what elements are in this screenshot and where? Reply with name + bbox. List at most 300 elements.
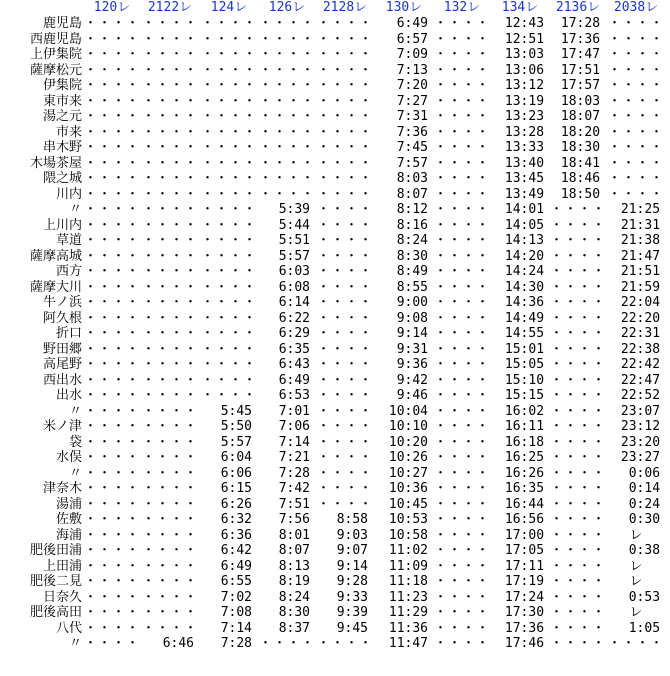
time-cell: 16:56 — [504, 512, 545, 527]
no-stop-cell: ・・・・ — [550, 558, 607, 574]
station-name: 野田郷 — [42, 341, 82, 357]
no-stop-cell: ・・・・ — [608, 155, 665, 171]
time-cell: 6:42 — [220, 543, 253, 558]
no-stop-cell: ・・・・ — [142, 574, 199, 589]
no-stop-cell: ・・・・ — [259, 109, 316, 124]
no-stop-cell: ・・・・ — [608, 186, 665, 202]
time-cell: 9:08 — [396, 310, 429, 326]
time-cell: 17:28 — [560, 16, 601, 31]
no-stop-cell: ・・・・ — [201, 78, 258, 93]
no-stop-cell: ・・・・ — [434, 171, 491, 186]
no-stop-cell: ・・・・ — [434, 496, 491, 512]
no-stop-cell: ・・・・ — [142, 419, 199, 434]
no-stop-cell: ・・・・ — [317, 109, 374, 124]
time-cell: 6:36 — [220, 527, 253, 543]
time-cell: 15:01 — [504, 341, 545, 357]
time-cell: 16:35 — [504, 481, 545, 496]
station-name: 肥後高田 — [29, 605, 82, 620]
no-stop-cell: ・・・・ — [434, 403, 491, 419]
time-cell: 6:32 — [220, 512, 253, 527]
station-name: 八代 — [55, 620, 82, 636]
no-stop-cell: ・・・・ — [317, 47, 374, 62]
no-stop-cell: ・・・・ — [84, 78, 141, 93]
no-stop-cell: ・・・・ — [142, 233, 199, 248]
time-cell: 6:06 — [220, 465, 253, 481]
time-cell: 7:51 — [278, 496, 311, 512]
time-cell: 7:20 — [396, 78, 429, 93]
station-row — [0, 559, 666, 575]
no-stop-cell: ・・・・ — [550, 589, 607, 605]
no-stop-cell: ・・・・ — [84, 16, 141, 31]
no-stop-cell: ・・・・ — [84, 279, 141, 295]
no-stop-cell: ・・・・ — [84, 496, 141, 512]
time-cell: 8:13 — [278, 558, 311, 574]
station-row — [0, 481, 666, 497]
time-cell: 8:55 — [396, 279, 429, 295]
no-stop-cell: ・・・・ — [84, 450, 141, 465]
station-row — [0, 47, 666, 63]
time-cell: 21:51 — [620, 264, 661, 279]
no-stop-cell: ・・・・ — [142, 589, 199, 605]
no-stop-cell: ・・・・ — [608, 62, 665, 78]
time-cell: 8:30 — [278, 605, 311, 620]
time-cell: 8:07 — [396, 186, 429, 202]
no-stop-cell: ・・・・ — [84, 248, 141, 264]
time-cell: 13:49 — [504, 186, 545, 202]
time-cell: 14:20 — [504, 248, 545, 264]
time-cell: 22:04 — [620, 295, 661, 310]
time-cell: 10:20 — [388, 434, 429, 450]
no-stop-cell: ・・・・ — [84, 109, 141, 124]
no-stop-cell: ・・・・ — [142, 543, 199, 558]
time-cell: 17:30 — [504, 605, 545, 620]
no-stop-cell: ・・・・ — [142, 62, 199, 78]
no-stop-cell: ・・・・ — [434, 217, 491, 233]
time-cell: 15:15 — [504, 388, 545, 403]
no-stop-cell: ・・・・ — [259, 31, 316, 47]
no-stop-cell: ・・・・ — [84, 636, 141, 651]
no-stop-cell: ・・・・ — [259, 186, 316, 202]
no-stop-cell: ・・・・ — [550, 434, 607, 450]
time-cell: 14:13 — [504, 233, 545, 248]
time-cell: 6:46 — [162, 636, 195, 651]
time-cell: 10:04 — [388, 403, 429, 419]
no-stop-cell: ・・・・ — [84, 264, 141, 279]
time-cell: 18:20 — [560, 124, 601, 140]
station-name: 牛ノ浜 — [42, 295, 82, 310]
no-stop-cell: ・・・・ — [550, 620, 607, 636]
no-stop-cell: ・・・・ — [434, 109, 491, 124]
no-stop-cell: ・・・・ — [608, 636, 665, 651]
time-cell: 7:28 — [278, 465, 311, 481]
no-stop-cell: ・・・・ — [84, 186, 141, 202]
station-name: 薩摩高城 — [29, 248, 82, 264]
no-stop-cell: ・・・・ — [434, 372, 491, 388]
time-cell: 13:19 — [504, 93, 545, 109]
time-cell: 10:45 — [388, 496, 429, 512]
no-stop-cell: ・・・・ — [142, 186, 199, 202]
time-cell: 7:14 — [220, 620, 253, 636]
time-cell: 17:24 — [504, 589, 545, 605]
no-stop-cell: ・・・・ — [84, 217, 141, 233]
station-row — [0, 435, 666, 451]
station-name: 上川内 — [42, 217, 82, 233]
no-stop-cell: ・・・・ — [201, 248, 258, 264]
no-stop-cell: ・・・・ — [142, 450, 199, 465]
no-stop-cell: ・・・・ — [142, 434, 199, 450]
time-cell: 11:36 — [388, 620, 429, 636]
train-number-header: 2136レ — [555, 0, 601, 16]
station-name: 〃 — [68, 202, 82, 217]
no-stop-cell: ・・・・ — [84, 465, 141, 481]
time-cell: 0:30 — [628, 512, 661, 527]
time-cell: 13:45 — [504, 171, 545, 186]
no-stop-cell: ・・・・ — [550, 465, 607, 481]
time-cell: 8:24 — [278, 589, 311, 605]
station-header-cell — [0, 0, 84, 16]
no-stop-cell: ・・・・ — [434, 248, 491, 264]
time-cell: 18:07 — [560, 109, 601, 124]
no-stop-cell: ・・・・ — [142, 78, 199, 93]
time-cell: 9:14 — [396, 326, 429, 341]
time-cell: 13:23 — [504, 109, 545, 124]
no-stop-cell: ・・・・ — [201, 155, 258, 171]
station-name: 〃 — [68, 465, 82, 481]
no-stop-cell: ・・・・ — [142, 248, 199, 264]
station-row — [0, 156, 666, 172]
time-cell: 16:44 — [504, 496, 545, 512]
no-stop-cell: ・・・・ — [84, 620, 141, 636]
no-stop-cell: ・・・・ — [434, 512, 491, 527]
time-cell: 7:14 — [278, 434, 311, 450]
time-cell: 8:58 — [336, 512, 369, 527]
no-stop-cell: ・・・・ — [84, 93, 141, 109]
time-cell: 22:20 — [620, 310, 661, 326]
station-row — [0, 140, 666, 156]
time-cell: 17:36 — [504, 620, 545, 636]
no-stop-cell: ・・・・ — [608, 78, 665, 93]
no-stop-cell: ・・・・ — [317, 31, 374, 47]
time-cell: 22:42 — [620, 357, 661, 372]
no-stop-cell: ・・・・ — [550, 217, 607, 233]
station-name: 鹿児島 — [42, 16, 82, 31]
no-stop-cell: ・・・・ — [201, 47, 258, 62]
time-cell: 23:12 — [620, 419, 661, 434]
time-cell: 7:13 — [396, 62, 429, 78]
time-cell: 7:21 — [278, 450, 311, 465]
time-cell: 7:08 — [220, 605, 253, 620]
no-stop-cell: ・・・・ — [317, 16, 374, 31]
no-stop-cell: ・・・・ — [201, 310, 258, 326]
time-cell: 6:08 — [278, 279, 311, 295]
no-stop-cell: ・・・・ — [550, 388, 607, 403]
no-stop-cell: ・・・・ — [317, 217, 374, 233]
no-stop-cell: ・・・・ — [434, 450, 491, 465]
station-row — [0, 404, 666, 420]
station-name: 佐敷 — [55, 512, 82, 527]
no-stop-cell: ・・・・ — [317, 62, 374, 78]
time-cell: 9:36 — [396, 357, 429, 372]
station-name: 肥後二見 — [29, 574, 82, 589]
no-stop-cell: ・・・・ — [317, 202, 374, 217]
time-cell: 17:36 — [560, 31, 601, 47]
station-name: 西鹿児島 — [29, 31, 82, 47]
time-cell: 6:14 — [278, 295, 311, 310]
time-cell: 16:02 — [504, 403, 545, 419]
no-stop-cell: ・・・・ — [259, 124, 316, 140]
station-name: 海浦 — [55, 527, 82, 543]
station-row — [0, 78, 666, 94]
no-stop-cell: ・・・・ — [550, 419, 607, 434]
station-name: 市来 — [55, 124, 82, 140]
no-stop-cell: ・・・・ — [142, 155, 199, 171]
station-row — [0, 63, 666, 79]
no-stop-cell: ・・・・ — [259, 155, 316, 171]
time-cell: 22:38 — [620, 341, 661, 357]
no-stop-cell: ・・・・ — [84, 589, 141, 605]
station-name: 折口 — [55, 326, 82, 341]
no-stop-cell: ・・・・ — [434, 279, 491, 295]
no-stop-cell: ・・・・ — [142, 16, 199, 31]
time-cell: 9:28 — [336, 574, 369, 589]
no-stop-cell: ・・・・ — [317, 171, 374, 186]
station-row — [0, 590, 666, 606]
no-stop-cell: ・・・・ — [550, 310, 607, 326]
time-cell: 21:47 — [620, 248, 661, 264]
station-name: 隈之城 — [42, 171, 82, 186]
time-cell: 6:22 — [278, 310, 311, 326]
no-stop-cell: ・・・・ — [142, 326, 199, 341]
time-cell: 8:24 — [396, 233, 429, 248]
time-cell: 15:05 — [504, 357, 545, 372]
station-row — [0, 311, 666, 327]
no-stop-cell: ・・・・ — [84, 574, 141, 589]
no-stop-cell: ・・・・ — [434, 140, 491, 155]
station-name: 肥後田浦 — [29, 543, 82, 558]
no-stop-cell: ・・・・ — [317, 326, 374, 341]
time-cell: 8:30 — [396, 248, 429, 264]
no-stop-cell: ・・・・ — [142, 512, 199, 527]
no-stop-cell: ・・・・ — [317, 357, 374, 372]
time-cell: 6:03 — [278, 264, 311, 279]
time-cell: 7:31 — [396, 109, 429, 124]
time-cell: 7:36 — [396, 124, 429, 140]
no-stop-cell: ・・・・ — [201, 326, 258, 341]
time-cell: 11:47 — [388, 636, 429, 651]
no-stop-cell: ・・・・ — [84, 124, 141, 140]
station-row — [0, 280, 666, 296]
time-cell: 6:29 — [278, 326, 311, 341]
station-row — [0, 125, 666, 141]
no-stop-cell: ・・・・ — [434, 186, 491, 202]
no-stop-cell: ・・・・ — [317, 264, 374, 279]
time-cell: 10:26 — [388, 450, 429, 465]
no-stop-cell: ・・・・ — [434, 341, 491, 357]
no-stop-cell: ・・・・ — [434, 264, 491, 279]
no-stop-cell: ・・・・ — [142, 31, 199, 47]
time-cell: 7:09 — [396, 47, 429, 62]
no-stop-cell: ・・・・ — [201, 388, 258, 403]
time-cell: 13:12 — [504, 78, 545, 93]
train-number-header: 124レ — [210, 0, 248, 16]
time-cell: 22:52 — [620, 388, 661, 403]
no-stop-cell: ・・・・ — [434, 326, 491, 341]
no-stop-cell: ・・・・ — [550, 512, 607, 527]
time-cell: 7:06 — [278, 419, 311, 434]
station-row — [0, 187, 666, 203]
time-cell: 9:45 — [336, 620, 369, 636]
time-cell: 16:25 — [504, 450, 545, 465]
time-cell: 14:30 — [504, 279, 545, 295]
no-stop-cell: ・・・・ — [434, 419, 491, 434]
time-cell: 8:03 — [396, 171, 429, 186]
no-stop-cell: ・・・・ — [434, 310, 491, 326]
time-cell: 16:26 — [504, 465, 545, 481]
station-row — [0, 32, 666, 48]
time-cell: 6:35 — [278, 341, 311, 357]
no-stop-cell: ・・・・ — [550, 372, 607, 388]
time-cell: 21:38 — [620, 233, 661, 248]
no-stop-cell: ・・・・ — [434, 636, 491, 651]
time-cell: 9:03 — [336, 527, 369, 543]
no-stop-cell: ・・・・ — [84, 140, 141, 155]
station-row — [0, 326, 666, 342]
no-stop-cell: ・・・・ — [201, 295, 258, 310]
time-cell: 8:37 — [278, 620, 311, 636]
no-stop-cell: ・・・・ — [84, 372, 141, 388]
no-stop-cell: ・・・・ — [317, 248, 374, 264]
station-row — [0, 373, 666, 389]
no-stop-cell: ・・・・ — [142, 357, 199, 372]
no-stop-cell: ・・・・ — [550, 295, 607, 310]
no-stop-cell: ・・・・ — [259, 78, 316, 93]
time-cell: 8:49 — [396, 264, 429, 279]
station-row — [0, 249, 666, 265]
station-row — [0, 342, 666, 358]
no-stop-cell: ・・・・ — [84, 605, 141, 620]
no-stop-cell: ・・・・ — [608, 31, 665, 47]
no-stop-cell: ・・・・ — [550, 326, 607, 341]
time-cell: 10:53 — [388, 512, 429, 527]
time-cell: 13:33 — [504, 140, 545, 155]
time-cell: 10:58 — [388, 527, 429, 543]
station-name: 草道 — [55, 233, 82, 248]
train-number-header: 130レ — [385, 0, 423, 16]
station-row — [0, 171, 666, 187]
time-cell: 9:31 — [396, 341, 429, 357]
time-cell: 9:42 — [396, 372, 429, 388]
no-stop-cell: ・・・・ — [608, 124, 665, 140]
no-stop-cell: ・・・・ — [142, 279, 199, 295]
station-row — [0, 388, 666, 404]
train-number-header: 132レ — [443, 0, 481, 16]
station-row — [0, 202, 666, 218]
no-stop-cell: ・・・・ — [434, 465, 491, 481]
time-cell: 6:49 — [220, 558, 253, 574]
no-stop-cell: ・・・・ — [550, 496, 607, 512]
time-cell: 17:19 — [504, 574, 545, 589]
time-cell: 17:11 — [504, 558, 545, 574]
train-number-header: 2128レ — [322, 0, 368, 16]
no-stop-cell: ・・・・ — [317, 78, 374, 93]
station-row — [0, 109, 666, 125]
time-cell: 7:56 — [278, 512, 311, 527]
no-stop-cell: ・・・・ — [84, 481, 141, 496]
no-stop-cell: ・・・・ — [142, 403, 199, 419]
timetable-body — [0, 16, 666, 652]
time-cell: 16:11 — [504, 419, 545, 434]
no-stop-cell: ・・・・ — [434, 357, 491, 372]
station-name: 阿久根 — [42, 310, 82, 326]
no-stop-cell: ・・・・ — [84, 310, 141, 326]
no-stop-cell: ・・・・ — [201, 341, 258, 357]
station-name: 津奈木 — [42, 481, 82, 496]
station-row — [0, 621, 666, 637]
time-cell: 18:30 — [560, 140, 601, 155]
no-stop-cell: ・・・・ — [201, 372, 258, 388]
no-stop-cell: ・・・・ — [142, 527, 199, 543]
no-stop-cell: ・・・・ — [201, 171, 258, 186]
no-stop-cell: ・・・・ — [84, 295, 141, 310]
no-stop-cell: ・・・・ — [550, 574, 607, 589]
no-stop-cell: ・・・・ — [201, 279, 258, 295]
time-cell: 22:47 — [620, 372, 661, 388]
no-stop-cell: ・・・・ — [259, 636, 316, 651]
station-name: 上田浦 — [42, 558, 82, 574]
no-stop-cell: ・・・・ — [142, 217, 199, 233]
station-name: 〃 — [68, 636, 82, 651]
station-name: 〃 — [68, 403, 82, 419]
no-stop-cell: ・・・・ — [434, 62, 491, 78]
no-stop-cell: ・・・・ — [84, 434, 141, 450]
time-cell: 0:24 — [628, 496, 661, 512]
no-stop-cell: ・・・・ — [608, 47, 665, 62]
no-stop-cell: ・・・・ — [317, 636, 374, 651]
pass-through-cell: レ — [629, 574, 643, 589]
time-cell: 17:00 — [504, 527, 545, 543]
time-cell: 6:43 — [278, 357, 311, 372]
time-cell: 7:45 — [396, 140, 429, 155]
time-cell: 6:04 — [220, 450, 253, 465]
train-number-header: 2122レ — [147, 0, 193, 16]
no-stop-cell: ・・・・ — [84, 388, 141, 403]
no-stop-cell: ・・・・ — [84, 527, 141, 543]
no-stop-cell: ・・・・ — [550, 403, 607, 419]
station-row — [0, 218, 666, 234]
no-stop-cell: ・・・・ — [434, 202, 491, 217]
no-stop-cell: ・・・・ — [317, 434, 374, 450]
no-stop-cell: ・・・・ — [550, 527, 607, 543]
train-header-row — [0, 0, 666, 16]
station-name: 西出水 — [42, 372, 82, 388]
no-stop-cell: ・・・・ — [550, 450, 607, 465]
no-stop-cell: ・・・・ — [84, 326, 141, 341]
station-row — [0, 605, 666, 621]
no-stop-cell: ・・・・ — [550, 248, 607, 264]
no-stop-cell: ・・・・ — [142, 124, 199, 140]
no-stop-cell: ・・・・ — [434, 124, 491, 140]
station-name: 日奈久 — [42, 589, 82, 605]
no-stop-cell: ・・・・ — [608, 93, 665, 109]
no-stop-cell: ・・・・ — [317, 279, 374, 295]
no-stop-cell: ・・・・ — [84, 47, 141, 62]
no-stop-cell: ・・・・ — [142, 388, 199, 403]
no-stop-cell: ・・・・ — [550, 202, 607, 217]
time-cell: 5:57 — [220, 434, 253, 450]
no-stop-cell: ・・・・ — [317, 481, 374, 496]
train-number-header: 126レ — [268, 0, 306, 16]
time-cell: 9:46 — [396, 388, 429, 403]
